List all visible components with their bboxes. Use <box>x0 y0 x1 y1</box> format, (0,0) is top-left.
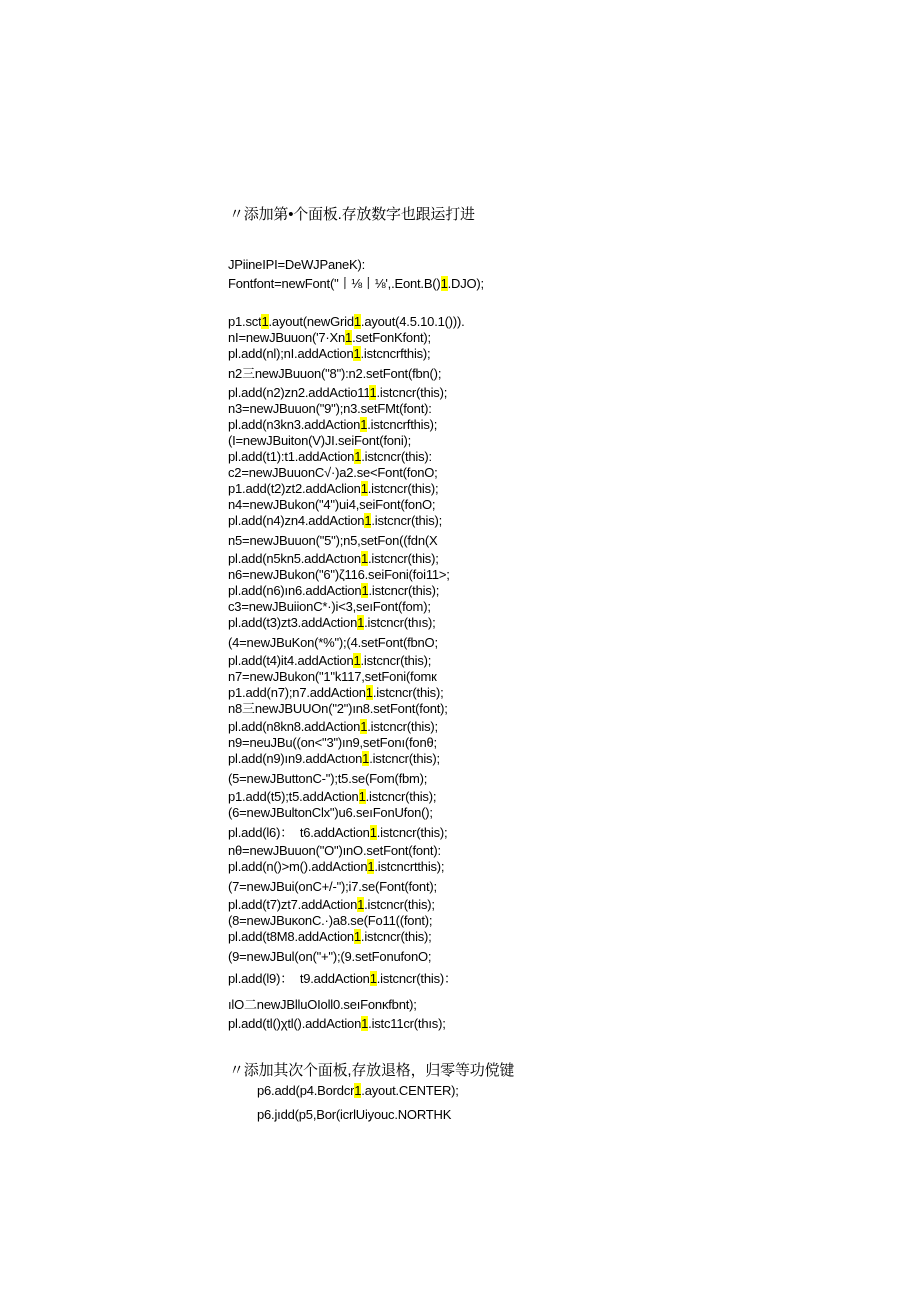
code-line: p1.sct1.ayout(newGrid1.ayout(4.5.10.1())). <box>228 314 465 329</box>
code-line: pl.add(n5kn5.addActıon1.istcncr(this); <box>228 551 439 566</box>
highlight-mark: 1 <box>261 314 269 329</box>
code-line: (4=newJBuKon(*%");(4.setFont(fbnO; <box>228 635 438 650</box>
highlight-mark: 1 <box>354 1083 362 1098</box>
code-line: pl.add(n4)zn4.addAction1.istcncr(this); <box>228 513 443 528</box>
code-line: ılO二newJBlluOIoll0.seıFonκfbnt); <box>228 997 417 1012</box>
highlight-mark: 1 <box>369 385 377 400</box>
highlight-mark: 1 <box>360 719 368 734</box>
code-line: (6=newJBultonClx")u6.seıFonUfon(); <box>228 805 433 820</box>
code-line: n3=newJBuuon("9");n3.setFMt(font): <box>228 401 432 416</box>
highlight-mark: 1 <box>440 276 448 291</box>
code-line: (8=newJBuκonC.·)a8.se(Fo11((font); <box>228 913 433 928</box>
highlight-mark: 1 <box>367 859 375 874</box>
code-line: n4=newJBukon("4")ui4,seiFont(fonO; <box>228 497 436 512</box>
code-line: (5=newJButtonC-");t5.se(Fom(fbm); <box>228 771 428 786</box>
highlight-mark: 1 <box>365 685 373 700</box>
code-line: p6.jıdd(p5,Bor(icrlUiyouc.NORTHK <box>257 1107 452 1122</box>
code-line: n6=newJBukon("6")ζ116.seiFoni(foi11>; <box>228 567 450 582</box>
code-line: (9=newJBul(on("+");(9.setFonufonO; <box>228 949 432 964</box>
highlight-mark: 1 <box>353 929 361 944</box>
highlight-mark: 1 <box>357 897 365 912</box>
code-line: n8三newJBUUOn("2")ın8.setFont(font); <box>228 701 448 716</box>
code-line: (7=newJBui(onC+/-");i7.se(Font(font); <box>228 879 437 894</box>
code-line: pl.add(n9)ın9.addActıon1.istcncr(this); <box>228 751 440 766</box>
code-line: pl.add(nl);nI.addAction1.istcncrfthis); <box>228 346 431 361</box>
code-line: nθ=newJBuuon("O")ınO.setFont(font): <box>228 843 441 858</box>
highlight-mark: 1 <box>362 751 370 766</box>
code-line: pl.add(n()>m().addAction1.istcncrtthis); <box>228 859 445 874</box>
code-line: p1.add(n7);n7.addAction1.istcncr(this); <box>228 685 444 700</box>
highlight-mark: 1 <box>345 330 353 345</box>
code-line: (I=newJBuiton(V)JI.seiFont(foni); <box>228 433 412 448</box>
code-line: n5=newJBuuon("5");n5,setFon((fdn(X <box>228 533 438 548</box>
comment-line: 〃添加其次个面板,存放退格，归零等功傥键 <box>229 1062 515 1079</box>
code-line: pl.add(tl()χtl().addAction1.istc11cr(thıs); <box>228 1016 446 1031</box>
highlight-mark: 1 <box>353 314 361 329</box>
code-line: c2=newJBuuonC√·)a2.se<Font(fonO; <box>228 465 438 480</box>
code-line: pl.add(n3kn3.addAction1.istcncrfthis); <box>228 417 438 432</box>
highlight-mark: 1 <box>353 653 361 668</box>
code-line: p1.add(t5);t5.addAction1.istcncr(this); <box>228 789 437 804</box>
code-line: n7=newJBukon("1"k117,setFoni(fomк <box>228 669 437 684</box>
code-line: pl.add(t3)zt3.addAction1.istcncr(thıs); <box>228 615 436 630</box>
highlight-mark: 1 <box>353 346 361 361</box>
highlight-mark: 1 <box>364 513 372 528</box>
comment-line: 〃添加第•个面板.存放数字也跟运打进 <box>229 206 475 223</box>
code-line: p6.add(p4.Bordcr1.ayout.CENTER); <box>257 1083 459 1098</box>
code-line: pl.add(n8kn8.addAction1.istcncr(this); <box>228 719 438 734</box>
highlight-mark: 1 <box>360 551 368 566</box>
code-line: JPiineIPI=DeWJPaneK): <box>228 257 366 272</box>
code-line: c3=newJBuiionC*·)i<3,seıFont(fom); <box>228 599 431 614</box>
code-line: nI=newJBuuon('7·Xn1.setFonKfont); <box>228 330 431 345</box>
highlight-mark: 1 <box>361 583 369 598</box>
code-line: n9=neuJBu((on<"3")ın9,setFonı(fonθ; <box>228 735 437 750</box>
highlight-mark: 1 <box>361 1016 369 1031</box>
code-line: n2三newJBuuon("8"):n2.setFont(fbn(); <box>228 366 442 381</box>
code-line: pl.add(l6)： t6.addAction1.istcncr(this); <box>228 825 448 840</box>
code-line: p1.add(t2)zt2.addAclion1.istcncr(this); <box>228 481 439 496</box>
highlight-mark: 1 <box>360 481 368 496</box>
highlight-mark: 1 <box>369 825 377 840</box>
code-line: pl.add(t8M8.addAction1.istcncr(this); <box>228 929 432 944</box>
highlight-mark: 1 <box>360 417 368 432</box>
highlight-mark: 1 <box>354 449 362 464</box>
code-line: pl.add(t1):t1.addAction1.istcncr(this): <box>228 449 432 464</box>
code-line: Fontfont=newFont("丨⅛丨⅛',.Eont.B()1.DJO); <box>228 276 484 291</box>
highlight-mark: 1 <box>358 789 366 804</box>
highlight-mark: 1 <box>357 615 365 630</box>
code-line: pl.add(t7)zt7.addAction1.istcncr(this); <box>228 897 435 912</box>
code-line: pl.add(t4)it4.addAction1.istcncr(this); <box>228 653 432 668</box>
highlight-mark: 1 <box>369 971 377 986</box>
code-line: pl.add(l9)： t9.addAction1.istcncr(this)： <box>228 971 457 986</box>
code-line: pl.add(n2)zn2.addActio111.istcncr(this); <box>228 385 448 400</box>
code-line: pl.add(n6)ın6.addAction1.istcncr(this); <box>228 583 440 598</box>
